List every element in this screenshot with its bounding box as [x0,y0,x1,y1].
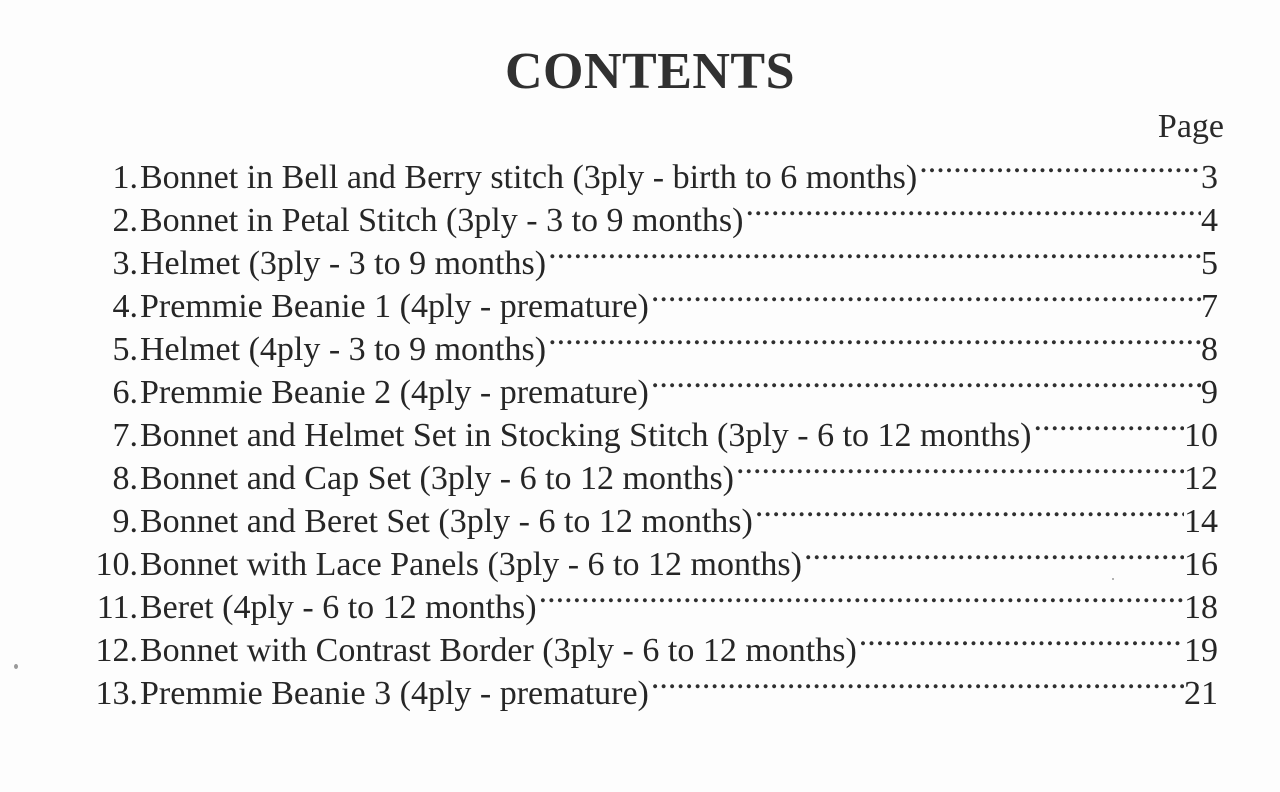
toc-entry-title: Beret (4ply - 6 to 12 months) [140,589,537,626]
toc-entry-number: 2. [112,202,138,239]
toc-entry-number: 4. [112,288,138,325]
toc-entry-page-number: 8 [1201,331,1218,368]
toc-entry-title: Helmet (3ply - 3 to 9 months) [140,245,547,282]
toc-entry-title: Bonnet with Contrast Border (3ply - 6 to 12 months) [140,632,857,669]
toc-entry-number: 10. [95,546,138,583]
toc-entry-page-number: 14 [1184,503,1218,540]
toc-entry-title: Bonnet in Petal Stitch (3ply - 3 to 9 months) [140,202,744,239]
toc-entry-number: 7. [112,417,138,454]
toc-entry-page-number: 16 [1184,546,1218,583]
toc-entry-number: 13. [95,675,138,712]
dot-leader [753,489,1184,532]
dot-leader [857,618,1184,661]
dot-leader [546,317,1201,360]
page-title: CONTENTS [504,43,796,100]
toc-entry-page-number: 5 [1201,245,1218,282]
dot-leader [649,661,1184,704]
dot-leader [917,145,1201,188]
dot-leader [734,446,1184,489]
dot-leader [1032,403,1185,446]
toc-entry-number: 3. [112,245,138,282]
toc-entry-title: Helmet (4ply - 3 to 9 months) [140,331,547,368]
toc-entry-number: 12. [95,632,138,669]
toc-entry-page-number: 7 [1201,288,1218,325]
toc-entry-title: Premmie Beanie 1 (4ply - premature) [140,288,649,325]
toc-entry-page-number: 21 [1184,675,1218,712]
toc-entry-title: Bonnet and Cap Set (3ply - 6 to 12 months) [140,460,735,497]
toc-entry-number: 11. [96,589,138,626]
toc-entry-title: Premmie Beanie 2 (4ply - premature) [140,374,649,411]
toc-entry-page-number: 18 [1184,589,1218,626]
toc-entry-page-number: 4 [1201,202,1218,239]
dot-leader [649,360,1201,403]
toc-entry-number: 8. [112,460,138,497]
toc-entry-number: 6. [112,374,138,411]
dot-leader [649,274,1201,317]
dot-leader [802,532,1184,575]
toc-entry-number: 5. [112,331,138,368]
toc-entry-page-number: 9 [1201,374,1218,411]
toc-entry-number: 1. [112,159,138,196]
toc-entry-title: Bonnet and Helmet Set in Stocking Stitch (3ply - 6 to 12 months) [140,417,1032,454]
scan-speck [1112,578,1114,580]
scan-speck [14,664,18,669]
toc-entry-number: 9. [112,503,138,540]
toc-entry-title: Bonnet and Beret Set (3ply - 6 to 12 months) [140,503,753,540]
toc-entry [74,145,1218,196]
table-of-contents [74,145,1218,712]
toc-entry-page-number: 12 [1184,460,1218,497]
toc-entry-page-number: 3 [1201,159,1218,196]
dot-leader [546,231,1201,274]
page-column-header: Page [1157,108,1224,145]
toc-entry-page-number: 10 [1184,417,1218,454]
toc-entry-title: Bonnet with Lace Panels (3ply - 6 to 12 months) [140,546,802,583]
dot-leader [743,188,1201,231]
toc-entry-title: Bonnet in Bell and Berry stitch (3ply - birth to 6 months) [140,159,918,196]
dot-leader [537,575,1184,618]
toc-entry-page-number: 19 [1184,632,1218,669]
toc-entry-title: Premmie Beanie 3 (4ply - premature) [140,675,649,712]
